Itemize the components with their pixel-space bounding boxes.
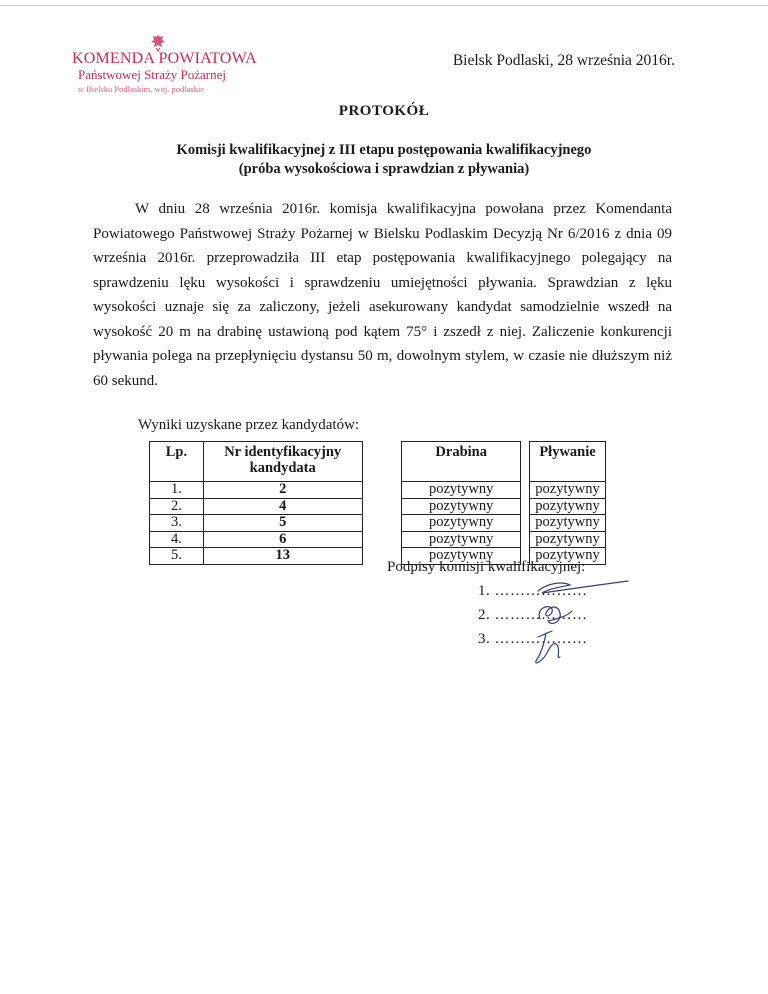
table-row <box>150 482 606 499</box>
place-date: Bielsk Podlaski, 28 września 2016r. <box>452 52 675 69</box>
header-spacer <box>521 442 530 482</box>
cell-spacer <box>362 531 402 548</box>
document-subtitle <box>0 141 768 179</box>
cell-drabina: pozytywny <box>402 498 521 515</box>
header-plywanie: Pływanie <box>530 442 606 482</box>
handwritten-signatures <box>500 575 640 670</box>
signature-1-scribble <box>538 581 628 593</box>
cell-spacer <box>521 482 530 499</box>
cell-spacer <box>362 498 402 515</box>
cell-drabina: pozytywny <box>402 548 521 565</box>
signature-3-scribble <box>536 631 560 663</box>
cell-lp: 5. <box>150 548 204 565</box>
cell-plywanie: pozytywny <box>530 515 606 532</box>
cell-lp: 1. <box>150 482 204 499</box>
header-spacer <box>362 442 402 482</box>
cell-spacer <box>362 515 402 532</box>
table-row <box>150 498 606 515</box>
stamp-location: w Bielsku Podlaskim, woj. podlaskie <box>78 84 205 94</box>
table-header-row <box>150 442 606 482</box>
cell-lp: 2. <box>150 498 204 515</box>
signature-2-scribble <box>539 607 572 624</box>
cell-nr: 6 <box>203 531 362 548</box>
cell-drabina: pozytywny <box>402 482 521 499</box>
header-lp: Lp. <box>150 442 204 482</box>
cell-nr: 4 <box>203 498 362 515</box>
table-row <box>150 515 606 532</box>
signature-line-2: 2. ……………… <box>478 607 588 623</box>
cell-spacer <box>521 531 530 548</box>
cell-spacer <box>521 498 530 515</box>
scan-edge-line <box>0 5 768 6</box>
results-table <box>149 441 606 565</box>
cell-drabina: pozytywny <box>402 531 521 548</box>
stamp-title: KOMENDA POWIATOWA <box>72 50 257 67</box>
cell-lp: 4. <box>150 531 204 548</box>
subtitle-line-1: Komisji kwalifikacyjnej z III etapu postępowania kwalifikacyjnego <box>176 142 592 158</box>
signatures-heading: Podpisy komisji kwalifikacyjnej: <box>387 559 586 575</box>
cell-spacer <box>521 515 530 532</box>
cell-lp: 3. <box>150 515 204 532</box>
cell-spacer <box>362 482 402 499</box>
body-paragraph: W dniu 28 września 2016r. komisja kwalifikacyjna powołana przez Komendanta Powiatowego Państwowej Straży Pożarnej w Bielsku Podlaskim Decyzją Nr 6/2016 z dnia 09 września 2016r. przeprowadziła III etap postępowania kwalifikacyjnego polegający na sprawdzeniu lęku wysokości i sprawdzeniu umiejętności pływania. Sprawdzian z lęku wysokości uznaje się za zaliczony, jeżeli asekurowany kandydat samodzielnie wszedł na wysokość 20 m na drabinę ustawioną pod kątem 75° i zszedł z niej. Zaliczenie konkurencji pływania polega na przepłynięciu dystansu 50 m, dowolnym stylem, w czasie nie dłuższym niż 60 sekund. <box>93 201 672 389</box>
cell-nr: 2 <box>203 482 362 499</box>
cell-plywanie: pozytywny <box>530 498 606 515</box>
results-intro: Wyniki uzyskane przez kandydatów: <box>138 417 360 433</box>
cell-nr: 5 <box>203 515 362 532</box>
signature-line-1: 1. ……………… <box>478 583 588 599</box>
stamp-subtitle: Państwowej Straży Pożarnej <box>78 67 227 82</box>
document-title: PROTOKÓŁ <box>338 103 430 119</box>
cell-plywanie: pozytywny <box>530 548 606 565</box>
signature-line-3: 3. ……………… <box>478 631 588 647</box>
cell-drabina: pozytywny <box>402 515 521 532</box>
table-row <box>150 531 606 548</box>
cell-plywanie: pozytywny <box>530 482 606 499</box>
subtitle-line-2: (próba wysokościowa i sprawdzian z pływania) <box>238 161 530 177</box>
cell-nr: 13 <box>203 548 362 565</box>
cell-plywanie: pozytywny <box>530 531 606 548</box>
header-nr: Nr identyfikacyjny kandydata <box>203 442 362 482</box>
header-drabina: Drabina <box>402 442 521 482</box>
